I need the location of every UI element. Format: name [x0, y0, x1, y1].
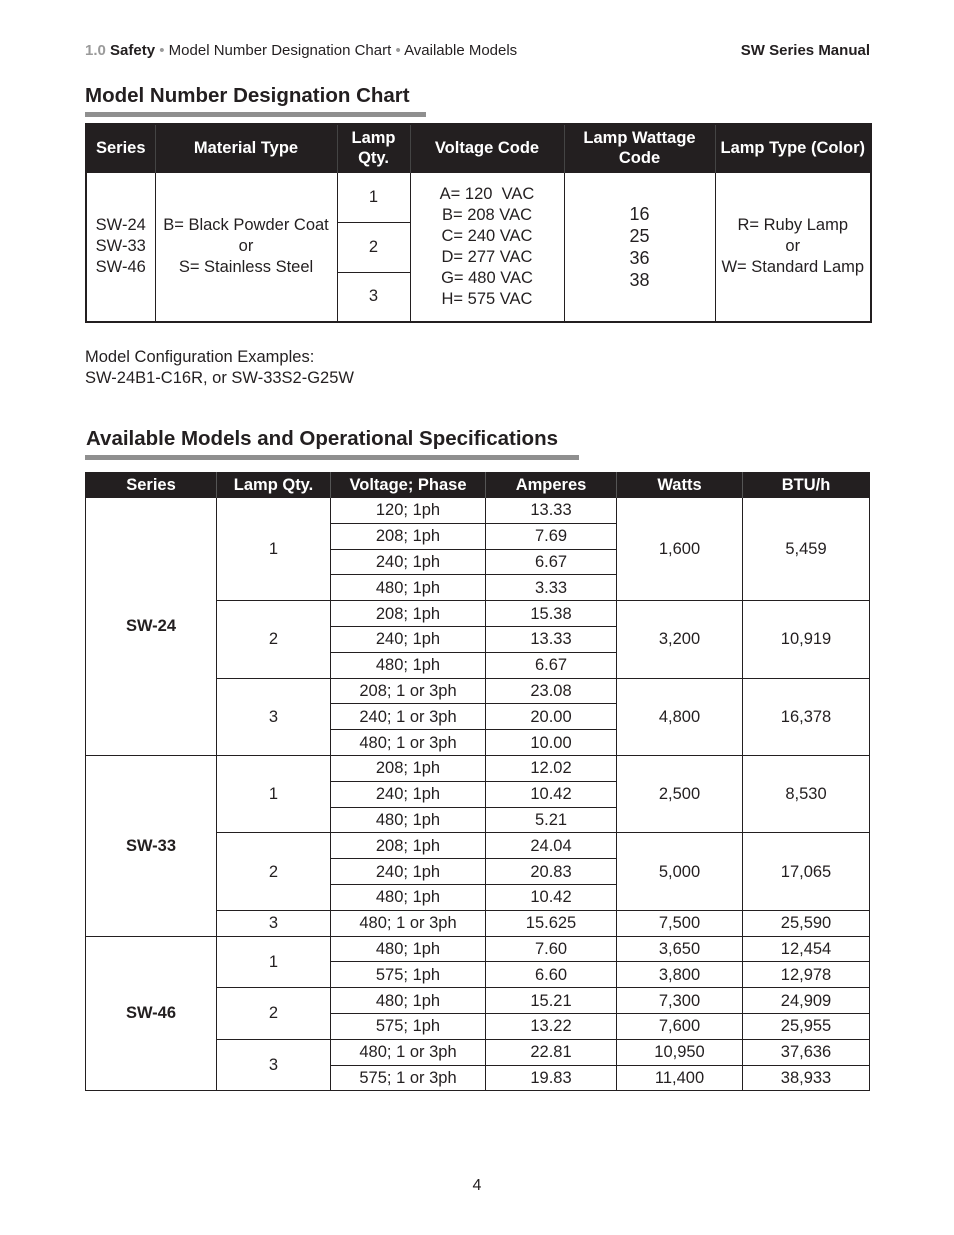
voltage-code: H= 575 VAC — [441, 289, 533, 308]
watts-cell: 2,500 — [617, 755, 743, 832]
lamp-qty-cell: 2 — [217, 833, 331, 910]
amperes-cell: 20.83 — [486, 859, 617, 885]
amperes-cell: 12.02 — [486, 755, 617, 781]
amperes-cell: 13.22 — [486, 1013, 617, 1039]
voltage-code: B= 208 VAC — [441, 205, 533, 224]
lamp-qty-cell: 1 — [217, 498, 331, 601]
watts-cell: 3,200 — [617, 601, 743, 678]
amperes-cell: 6.67 — [486, 652, 617, 678]
lamp-qty-cell: 3 — [217, 910, 331, 936]
specs-header-row — [86, 473, 870, 498]
voltage-code: C= 240 VAC — [441, 226, 533, 245]
wattage-code-cell — [564, 172, 715, 322]
wattage-code: 16 — [629, 203, 650, 224]
column-header: Lamp Qty. — [217, 473, 331, 498]
lamp-qty-cell: 3 — [217, 678, 331, 755]
amperes-cell: 7.60 — [486, 936, 617, 962]
btu-cell: 12,978 — [743, 962, 870, 988]
lamp-type-option: W= Standard Lamp — [721, 258, 865, 277]
amperes-cell: 10.42 — [486, 781, 617, 807]
lamp-qty-cell: 2 — [217, 988, 331, 1040]
table-row — [86, 936, 870, 962]
lamp-qty-cell: 2 — [217, 601, 331, 678]
btu-cell: 8,530 — [743, 755, 870, 832]
voltage-phase-cell: 208; 1 or 3ph — [331, 678, 486, 704]
table-row — [86, 755, 870, 781]
voltage-phase-cell: 480; 1 or 3ph — [331, 730, 486, 756]
column-header: BTU/h — [743, 473, 870, 498]
column-header: Voltage Code — [410, 124, 564, 172]
column-header: Voltage; Phase — [331, 473, 486, 498]
examples-label: Model Configuration Examples: — [85, 348, 315, 366]
amperes-cell: 15.38 — [486, 601, 617, 627]
voltage-phase-cell: 240; 1 or 3ph — [331, 704, 486, 730]
btu-cell: 37,636 — [743, 1039, 870, 1065]
designation-heading-underline — [85, 112, 426, 117]
amperes-cell: 6.67 — [486, 549, 617, 575]
amperes-cell: 23.08 — [486, 678, 617, 704]
lamp-qty-cell: 2 — [337, 222, 410, 272]
examples-text: SW-24B1-C16R, or SW-33S2-G25W — [85, 369, 354, 387]
voltage-phase-cell: 240; 1ph — [331, 781, 486, 807]
amperes-cell: 24.04 — [486, 833, 617, 859]
voltage-phase-cell: 480; 1ph — [331, 936, 486, 962]
amperes-cell: 6.60 — [486, 962, 617, 988]
btu-cell: 5,459 — [743, 498, 870, 601]
voltage-phase-cell: 240; 1ph — [331, 859, 486, 885]
voltage-phase-cell: 480; 1ph — [331, 807, 486, 833]
specs-heading-underline — [85, 455, 579, 460]
lamp-type-or: or — [785, 237, 801, 256]
amperes-cell: 10.42 — [486, 884, 617, 910]
btu-cell: 38,933 — [743, 1065, 870, 1091]
voltage-phase-cell: 208; 1ph — [331, 833, 486, 859]
voltage-phase-cell: 208; 1ph — [331, 601, 486, 627]
watts-cell: 7,600 — [617, 1013, 743, 1039]
configuration-examples — [85, 347, 354, 389]
column-header: Lamp Qty. — [337, 124, 410, 172]
watts-cell: 7,300 — [617, 988, 743, 1014]
amperes-cell: 15.21 — [486, 988, 617, 1014]
amperes-cell: 7.69 — [486, 523, 617, 549]
voltage-phase-cell: 208; 1ph — [331, 755, 486, 781]
voltage-phase-cell: 480; 1ph — [331, 652, 486, 678]
breadcrumb — [85, 42, 517, 59]
wattage-code: 36 — [629, 247, 650, 268]
column-header: Lamp Type (Color) — [715, 124, 871, 172]
btu-cell: 25,955 — [743, 1013, 870, 1039]
btu-cell: 12,454 — [743, 936, 870, 962]
voltage-code: G= 480 VAC — [441, 268, 533, 287]
amperes-cell: 13.33 — [486, 626, 617, 652]
lamp-type-cell — [715, 172, 871, 322]
column-header: Watts — [617, 473, 743, 498]
breadcrumb-separator: • — [395, 42, 401, 59]
series-code: SW-46 — [95, 258, 146, 277]
btu-cell: 24,909 — [743, 988, 870, 1014]
btu-cell: 10,919 — [743, 601, 870, 678]
watts-cell: 11,400 — [617, 1065, 743, 1091]
watts-cell: 3,650 — [617, 936, 743, 962]
amperes-cell: 5.21 — [486, 807, 617, 833]
series-cell: SW-24 — [86, 498, 217, 756]
voltage-phase-cell: 480; 1ph — [331, 884, 486, 910]
watts-cell: 5,000 — [617, 833, 743, 910]
lamp-qty-cell: 1 — [217, 755, 331, 832]
column-header: Lamp Wattage Code — [564, 124, 715, 172]
btu-cell: 25,590 — [743, 910, 870, 936]
lamp-qty-cell: 3 — [217, 1039, 331, 1091]
voltage-phase-cell: 480; 1 or 3ph — [331, 1039, 486, 1065]
lamp-qty-cell: 3 — [337, 272, 410, 322]
voltage-phase-cell: 575; 1 or 3ph — [331, 1065, 486, 1091]
series-code: SW-24 — [95, 216, 146, 235]
lamp-qty-cell: 1 — [217, 936, 331, 988]
voltage-phase-cell: 480; 1ph — [331, 575, 486, 601]
wattage-code: 25 — [629, 225, 650, 246]
watts-cell: 7,500 — [617, 910, 743, 936]
table-row — [86, 498, 870, 524]
designation-table — [85, 123, 872, 323]
section-name: Safety — [110, 42, 156, 59]
section-number: 1.0 — [85, 42, 106, 59]
btu-cell: 17,065 — [743, 833, 870, 910]
column-header: Amperes — [486, 473, 617, 498]
voltage-phase-cell: 120; 1ph — [331, 498, 486, 524]
designation-header-row — [86, 124, 871, 172]
column-header: Material Type — [155, 124, 337, 172]
voltage-phase-cell: 575; 1ph — [331, 962, 486, 988]
watts-cell: 10,950 — [617, 1039, 743, 1065]
voltage-code: A= 120 VAC — [439, 184, 535, 203]
amperes-cell: 15.625 — [486, 910, 617, 936]
breadcrumb-separator: • — [159, 42, 165, 59]
voltage-phase-cell: 240; 1ph — [331, 549, 486, 575]
series-cell: SW-33 — [86, 755, 217, 936]
voltage-phase-cell: 575; 1ph — [331, 1013, 486, 1039]
wattage-code: 38 — [629, 269, 650, 290]
series-code: SW-33 — [95, 237, 146, 256]
amperes-cell: 19.83 — [486, 1065, 617, 1091]
btu-cell: 16,378 — [743, 678, 870, 755]
watts-cell: 4,800 — [617, 678, 743, 755]
voltage-phase-cell: 240; 1ph — [331, 626, 486, 652]
amperes-cell: 20.00 — [486, 704, 617, 730]
lamp-type-option: R= Ruby Lamp — [737, 216, 848, 235]
specs-heading: Available Models and Operational Specifications — [86, 427, 559, 450]
specs-table — [85, 472, 870, 1091]
specs-table-body — [86, 498, 870, 1091]
designation-heading: Model Number Designation Chart — [85, 84, 410, 107]
series-cell — [86, 172, 155, 322]
voltage-phase-cell: 480; 1ph — [331, 988, 486, 1014]
amperes-cell: 10.00 — [486, 730, 617, 756]
amperes-cell: 13.33 — [486, 498, 617, 524]
voltage-code: D= 277 VAC — [441, 247, 533, 266]
page-header — [85, 42, 870, 60]
amperes-cell: 22.81 — [486, 1039, 617, 1065]
series-cell: SW-46 — [86, 936, 217, 1091]
watts-cell: 1,600 — [617, 498, 743, 601]
breadcrumb-item-designation: Model Number Designation Chart — [168, 42, 392, 59]
column-header: Series — [86, 473, 217, 498]
amperes-cell: 3.33 — [486, 575, 617, 601]
voltage-code-cell — [410, 172, 564, 322]
material-or: or — [238, 237, 254, 256]
watts-cell: 3,800 — [617, 962, 743, 988]
page-number: 4 — [472, 1177, 482, 1194]
voltage-phase-cell: 480; 1 or 3ph — [331, 910, 486, 936]
breadcrumb-item-models: Available Models — [404, 42, 518, 59]
manual-title: SW Series Manual — [740, 42, 870, 59]
voltage-phase-cell: 208; 1ph — [331, 523, 486, 549]
column-header: Series — [86, 124, 155, 172]
material-option: S= Stainless Steel — [178, 258, 314, 277]
material-option: B= Black Powder Coat — [163, 216, 329, 235]
lamp-qty-cell: 1 — [337, 172, 410, 222]
material-cell — [155, 172, 337, 322]
